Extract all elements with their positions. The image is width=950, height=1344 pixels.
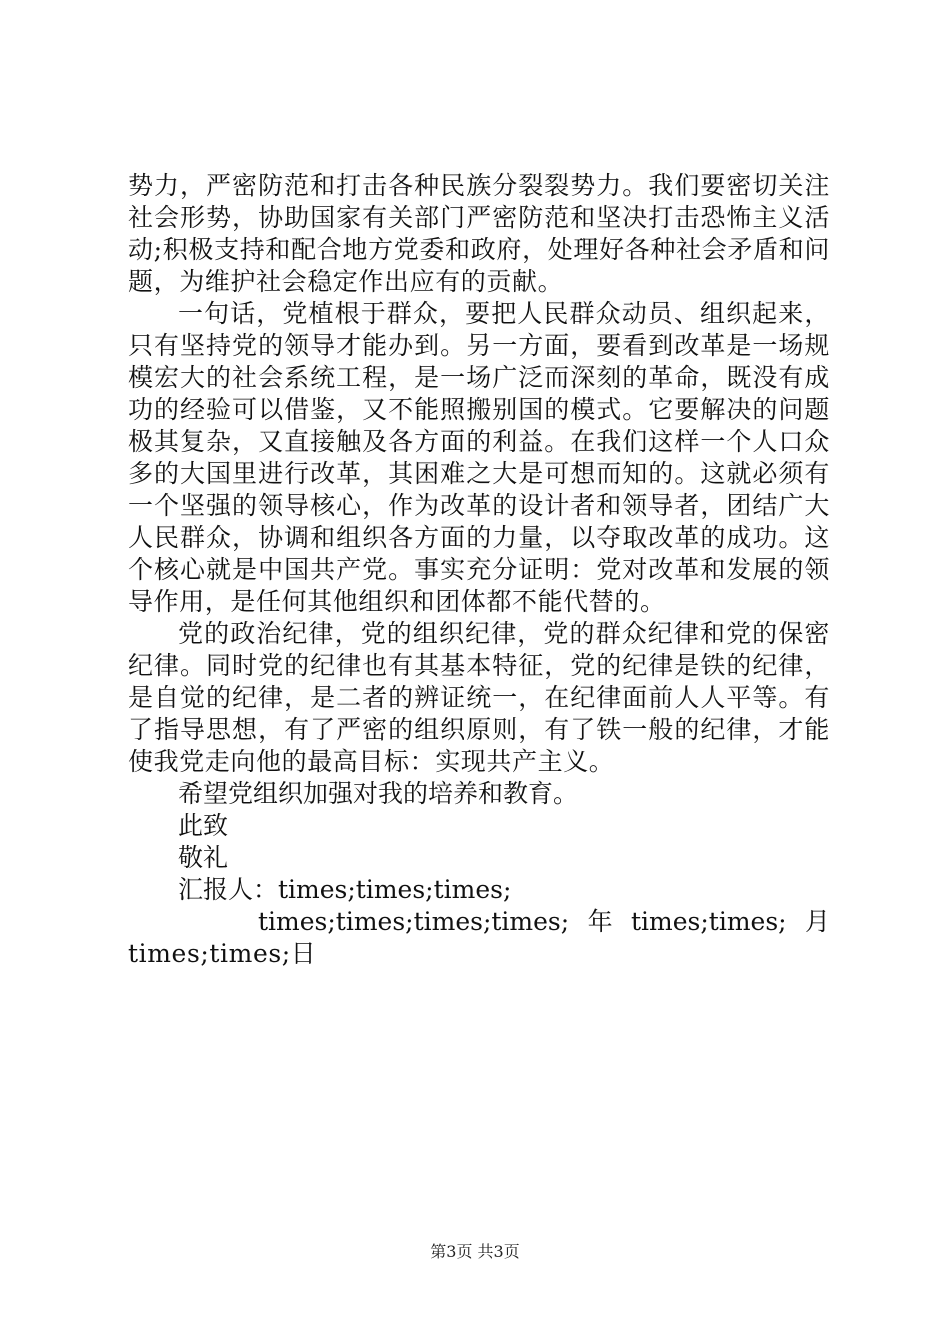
- salutation-jingli: 敬礼: [178, 843, 229, 872]
- date-year-char: 年: [587, 907, 613, 936]
- closing-hope: 希望党组织加强对我的培养和教育。: [178, 779, 579, 808]
- date-line: [128, 906, 830, 938]
- salutation-cizhi: 此致: [178, 811, 229, 840]
- paragraph: 党的政治纪律，党的组织纪律，党的群众纪律和党的保密纪律。同时党的纪律也有其基本特征，党的纪律是铁的纪律，是自觉的纪律，是二者的辨证统一，在纪律面前人人平等。有了指导思想，有了严密的组织原则，有了铁一般的纪律，才能使我党走向他的最高目标：实现共产主义。: [128, 619, 830, 776]
- reporter-line: 汇报人：times;times;times;: [178, 875, 512, 904]
- date-day-line: times;times;日: [128, 939, 317, 968]
- date-month-char: 月: [804, 907, 830, 936]
- page-footer: 第3页 共3页: [430, 1242, 520, 1261]
- document-body: [128, 170, 830, 970]
- paragraph: 一句话，党植根于群众，要把人民群众动员、组织起来，只有坚持党的领导才能办到。另一方面，要看到改革是一场规模宏大的社会系统工程，是一场广泛而深刻的革命，既没有成功的经验可以借鉴，又不能照搬别国的模式。它要解决的问题极其复杂，又直接触及各方面的利益。在我们这样一个人口众多的大国里进行改革，其困难之大是可想而知的。这就必须有一个坚强的领导核心，作为改革的设计者和领导者，团结广大人民群众，协调和组织各方面的力量，以夺取改革的成功。这个核心就是中国共产党。事实充分证明：党对改革和发展的领导作用，是任何其他组织和团体都不能代替的。: [128, 299, 830, 616]
- paragraph-continued: 势力，严密防范和打击各种民族分裂裂势力。我们要密切关注社会形势，协助国家有关部门严密防范和坚决打击恐怖主义活动;积极支持和配合地方党委和政府，处理好各种社会矛盾和问题，为维护社会稳定作出应有的贡献。: [128, 171, 830, 296]
- date-year-value: times;times;times;times;: [258, 907, 570, 936]
- date-month-value: times;times;: [630, 907, 787, 936]
